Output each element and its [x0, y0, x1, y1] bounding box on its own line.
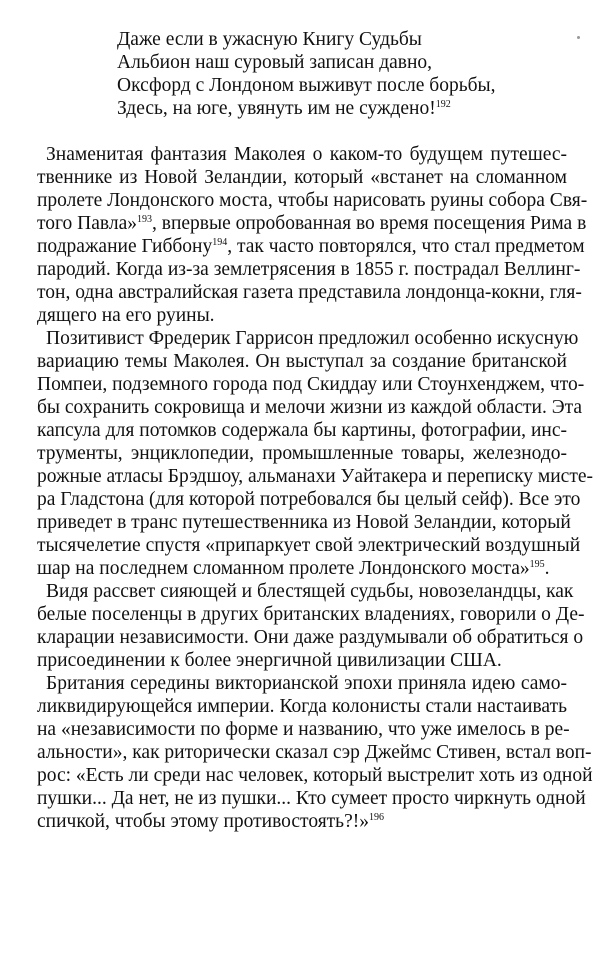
text-line: Британия середины викторианской эпохи приняла идею само-: [46, 673, 567, 694]
text-line: шар на последнем сломанном пролете Лондонского моста»$^{195}$.: [37, 558, 550, 579]
text-line: пушки... Да нет, не из пушки... Кто сумеет просто чиркнуть одной: [37, 788, 586, 809]
text-line: бы сохранить сокровища и мелочи жизни из каждой области. Эта: [37, 397, 582, 418]
text-line: тон, одна австралийская газета представила лондонца-кокни, гля-: [37, 282, 582, 303]
text-line: того Павла»$^{193}$, впервые опробованная во время посещения Рима в: [37, 213, 587, 234]
text-line: кларации независимости. Они даже раздумывали об обратиться о: [37, 627, 584, 648]
text-line: Знаменитая фантазия Маколея о каком-то будущем путешес-: [46, 144, 567, 165]
text-line: рожные атласы Брэдшоу, альманахи Уайтакера и переписку мисте-: [37, 466, 593, 487]
body-text: [37, 143, 593, 833]
text-fragment: шар на последнем сломанном пролете Лондонского моста»: [37, 558, 530, 579]
footnote-marker: 193: [136, 214, 152, 225]
text-line: белые поселенцы в других британских владениях, говорили о Де-: [37, 604, 585, 625]
text-line: вариацию темы Маколея. Он выступал за создание британской: [37, 351, 567, 372]
verse-line-text: Здесь, на юге, увянуть им не суждено!: [117, 98, 436, 119]
verse-block: [117, 28, 537, 120]
text-line: дящего на его руины.: [37, 305, 215, 326]
verse-line: Оксфорд с Лондоном выживут после борьбы,: [117, 75, 496, 96]
text-line: альности», как риторически сказал сэр Джеймс Стивен, встал воп-: [37, 742, 592, 763]
text-line: на «независимости по форме и названию, что уже имелось в ре-: [37, 719, 570, 740]
footnote-marker: 194: [212, 237, 228, 248]
verse-line: Альбион наш суровый записан давно,: [117, 52, 433, 73]
footnote-marker: 196: [368, 812, 384, 823]
text-line: [37, 810, 567, 833]
text-line: твеннике из Новой Зеландии, который «встанет на сломанном: [37, 167, 567, 188]
verse-line: Даже если в ужасную Книгу Судьбы: [117, 29, 422, 50]
text-line: трументы, энциклопедии, промышленные товары, железнодо-: [37, 443, 567, 464]
text-line: подражание Гиббону$^{194}$, так часто повторялся, что стал предметом: [37, 236, 585, 257]
text-line: Помпеи, подземного города под Скиддау или Стоунхенджем, что-: [37, 374, 585, 395]
text-line: Видя рассвет сияющей и блестящей судьбы, новозеландцы, как: [46, 581, 574, 602]
text-line: пародий. Когда из-за землетрясения в 1855 г. пострадал Веллинг-: [37, 259, 581, 280]
footnote-marker: 195: [529, 559, 545, 570]
text-fragment: подражание Гиббону: [37, 236, 213, 257]
text-line: присоединении к более энергичной цивилизации США.: [37, 650, 502, 671]
text-line: пролете Лондонского моста, чтобы нарисовать руины собора Свя-: [37, 190, 588, 211]
verse-line: [117, 97, 537, 120]
footnote-marker: 192: [435, 99, 451, 110]
text-line: капсула для потомков содержала бы картины, фотографии, инс-: [37, 420, 567, 441]
text-line: рос: «Есть ли среди нас человек, который выстрелит хоть из одной: [37, 765, 593, 786]
text-fragment: того Павла»: [37, 213, 137, 234]
text-line: ликвидирующейся империи. Когда колонисты стали настаивать: [37, 696, 567, 717]
text-fragment: так часто повторялся, что стал предметом: [236, 236, 585, 257]
text-line: тысячелетие спустя «припаркует свой электрический воздушный: [37, 535, 581, 556]
scan-speck: [577, 36, 580, 39]
text-fragment: спичкой, чтобы этому противостоять?!»: [37, 811, 369, 832]
text-line: ра Гладстона (для которой потребовался бы целый сейф). Все это: [37, 489, 581, 510]
text-line: Позитивист Фредерик Гаррисон предложил особенно искусную: [46, 328, 579, 349]
text-line: приведет в транс путешественника из Новой Зеландии, который: [37, 512, 571, 533]
text-fragment: впервые опробованная во время посещения Рима в: [161, 213, 587, 234]
